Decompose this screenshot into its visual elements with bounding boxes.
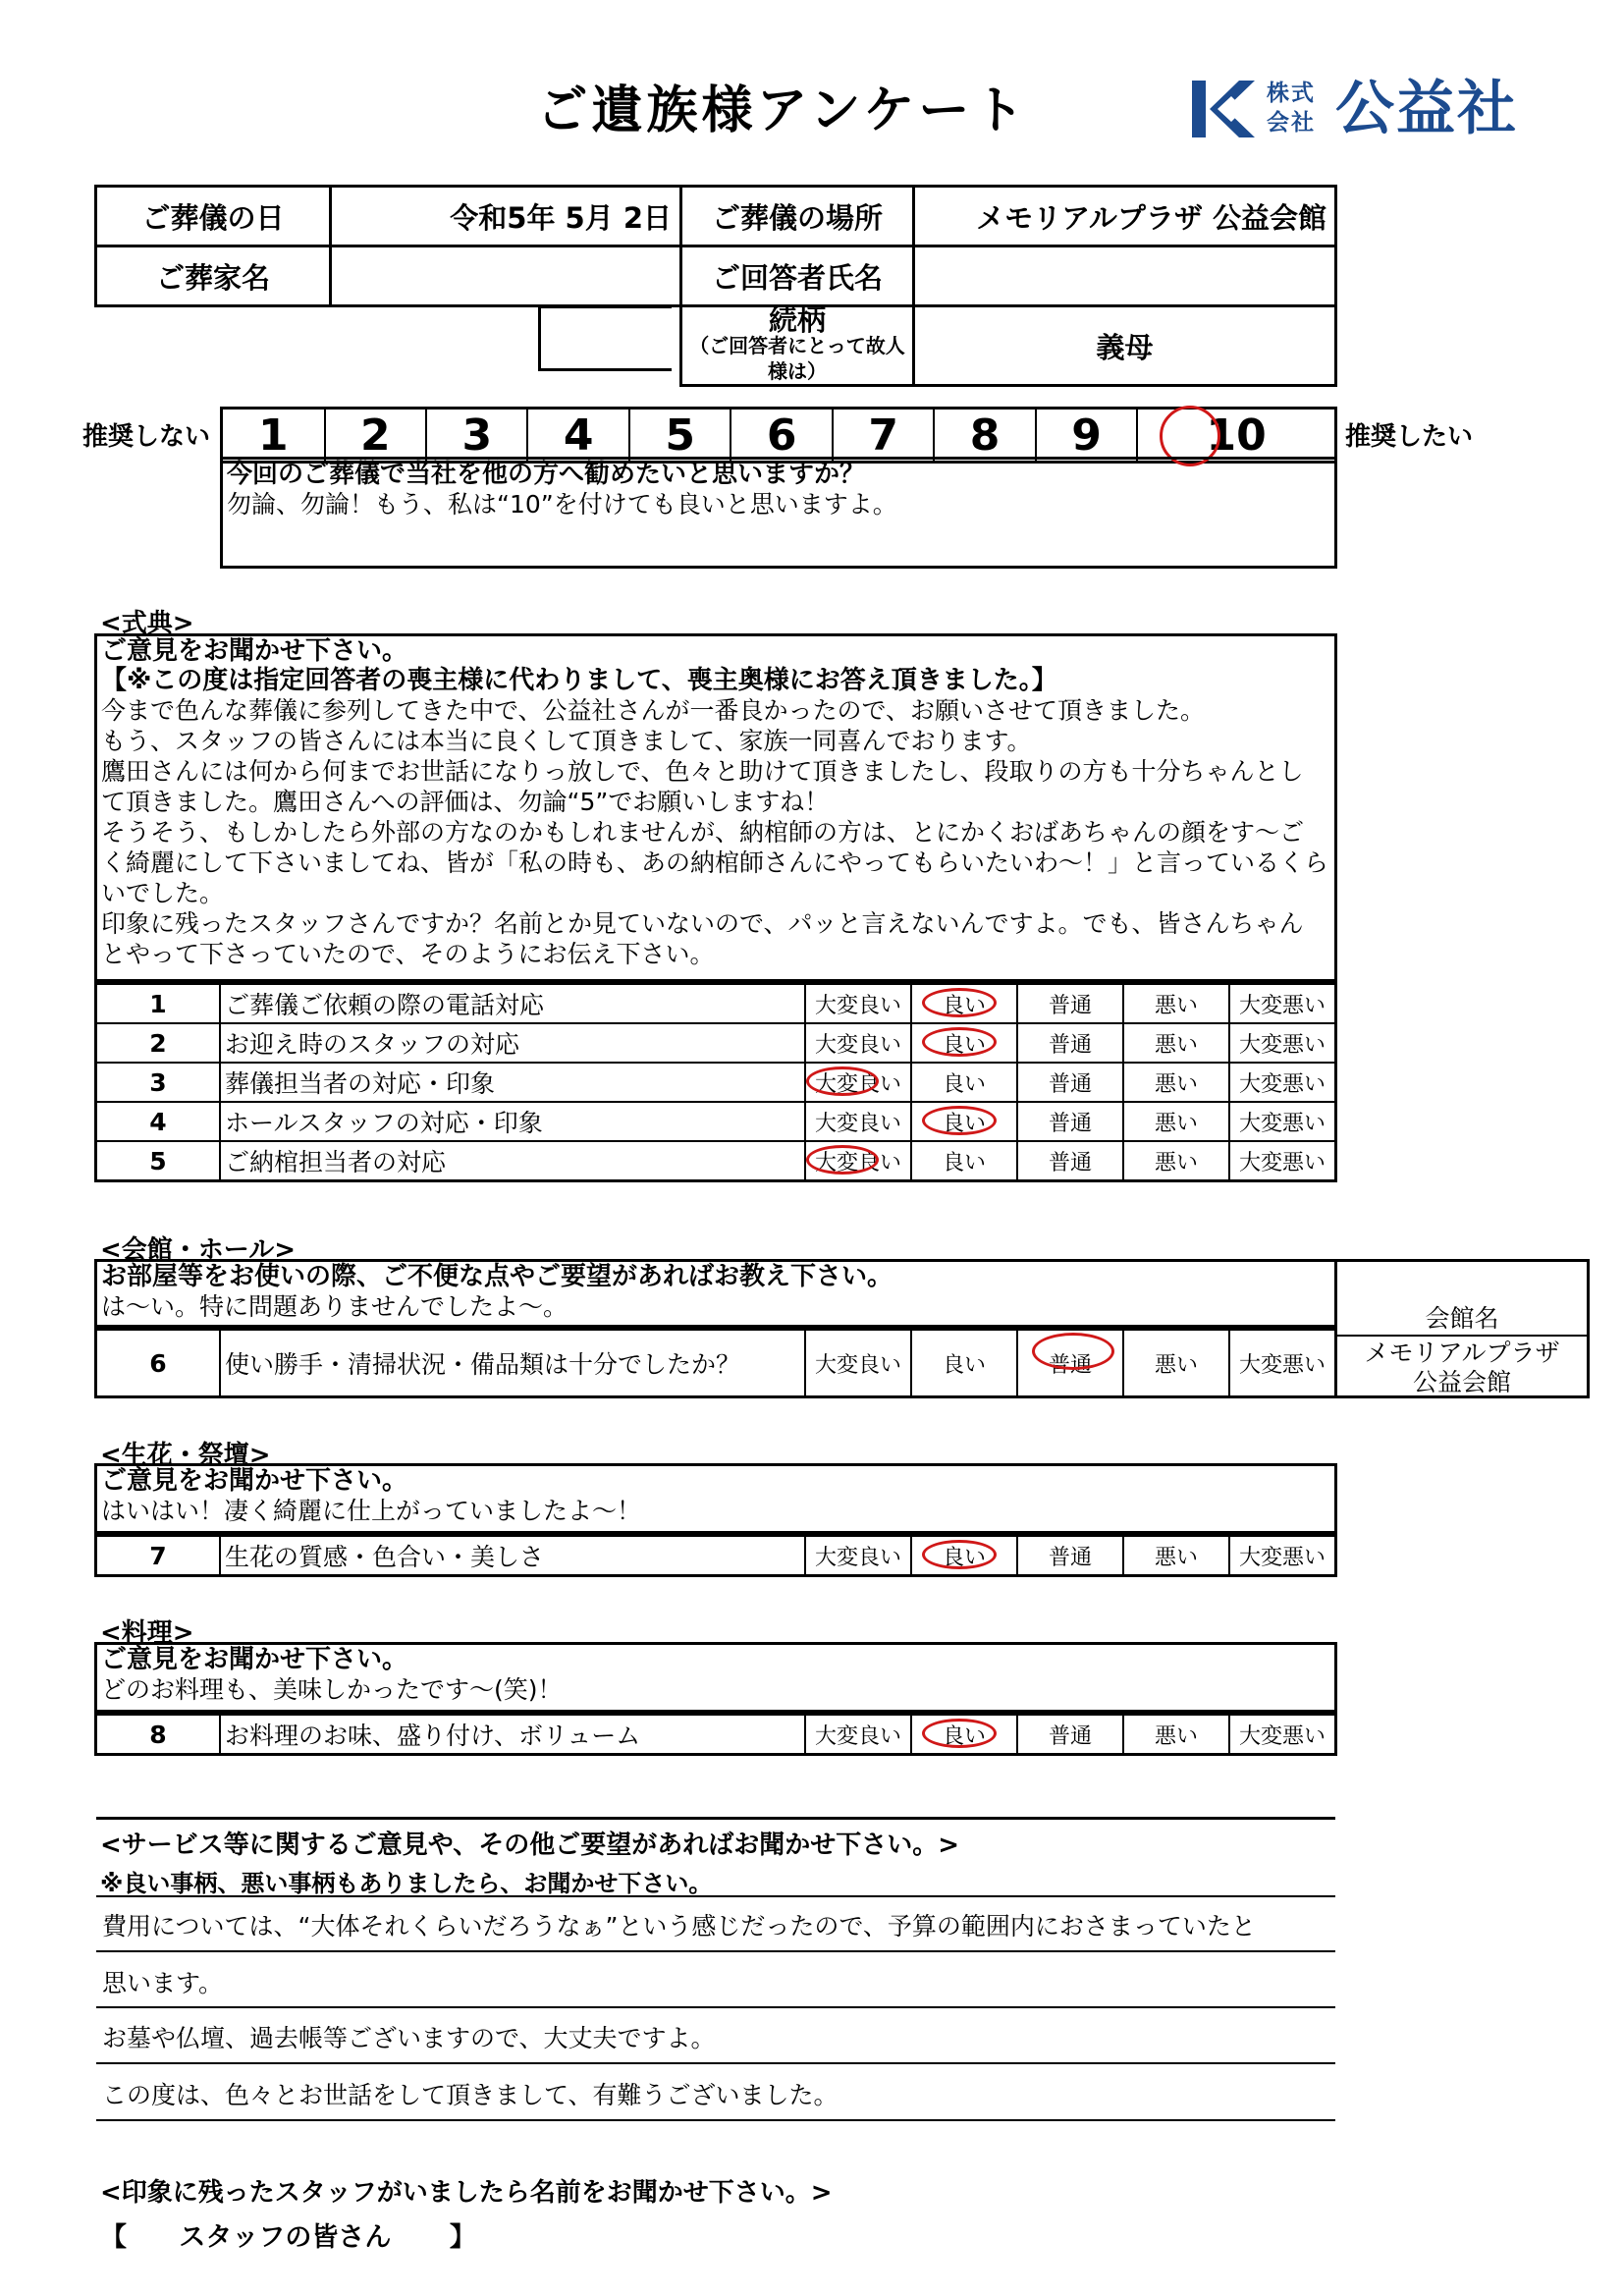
rating-question: 使い勝手・清掃状況・備品類は十分でしたか？ bbox=[220, 1330, 805, 1397]
rating-option[interactable]: 大変良い bbox=[805, 1023, 911, 1063]
rating-number: 2 bbox=[96, 1023, 221, 1063]
rating-option[interactable]: 普通 bbox=[1017, 1536, 1123, 1576]
staff-heading: <印象に残ったスタッフがいましたら名前をお聞かせ下さい。> bbox=[100, 2178, 833, 2208]
hall-comment-box bbox=[94, 1259, 1337, 1328]
flowers-question: ご意見をお聞かせ下さい。 bbox=[101, 1466, 408, 1496]
logo-small-text: 株式 会社 bbox=[1267, 81, 1316, 136]
hall-name-value: メモリアルプラザ 公益会館 bbox=[1337, 1335, 1587, 1397]
nps-option[interactable]: 2 bbox=[325, 409, 426, 463]
flowers-heading: <生花・祭壇> bbox=[100, 1441, 271, 1470]
rating-option[interactable]: 大変良い bbox=[805, 1102, 911, 1141]
rating-option[interactable]: 普通 bbox=[1017, 1330, 1123, 1397]
ceremony-comment-line: く綺麗にして下さいましてね、皆が「私の時も、あの納棺師さんにやってもらいたいわ～！」と言っているくら bbox=[101, 848, 1329, 877]
family-name-label: ご葬家名 bbox=[96, 246, 331, 306]
nps-option[interactable]: 6 bbox=[731, 409, 832, 463]
rating-option[interactable]: 大変良い bbox=[805, 1063, 911, 1102]
rating-option[interactable]: 悪い bbox=[1123, 1330, 1229, 1397]
staff-answer bbox=[100, 2215, 476, 2254]
service-line: 思います。 bbox=[102, 1969, 224, 1997]
rating-option[interactable]: 普通 bbox=[1017, 1063, 1123, 1102]
ceremony-comment-box bbox=[94, 633, 1337, 982]
selected-circle-icon bbox=[922, 1719, 997, 1748]
ceremony-comment-line: 鷹田さんには何から何までお世話になりっ放しで、色々と助けて頂きましたし、段取りの方も十分ちゃんとし bbox=[101, 757, 1304, 786]
rating-option[interactable]: 悪い bbox=[1123, 984, 1229, 1024]
ceremony-comment-line: いでした。 bbox=[101, 879, 225, 907]
rating-option[interactable]: 普通 bbox=[1017, 1715, 1123, 1755]
service-rule bbox=[96, 2119, 1335, 2121]
nps-comment-box bbox=[220, 457, 1337, 569]
rating-question: 葬儀担当者の対応・印象 bbox=[220, 1063, 805, 1102]
rating-option[interactable]: 悪い bbox=[1123, 1023, 1229, 1063]
service-rule bbox=[96, 2006, 1335, 2008]
company-logo bbox=[1188, 77, 1542, 145]
relation-label: 続柄 bbox=[768, 303, 826, 337]
rating-option[interactable]: 悪い bbox=[1123, 1715, 1229, 1755]
ceremony-heading: <式典> bbox=[100, 609, 194, 638]
rating-option[interactable]: 大変良い bbox=[805, 1141, 911, 1181]
rating-number: 7 bbox=[96, 1536, 221, 1576]
rating-option[interactable]: 普通 bbox=[1017, 1102, 1123, 1141]
ceremony-comment-line: 印象に残ったスタッフさんですか？名前とか見ていないので、パッと言えないんですよ。でも、皆さんちゃん bbox=[101, 909, 1304, 938]
rating-option[interactable]: 大変悪い bbox=[1229, 984, 1336, 1024]
service-heading: <サービス等に関するご意見や、その他ご要望があればお聞かせ下さい。> bbox=[100, 1831, 960, 1860]
flowers-comment-box bbox=[94, 1463, 1337, 1534]
food-question: ご意見をお聞かせ下さい。 bbox=[101, 1645, 408, 1674]
selected-circle-icon bbox=[806, 1145, 879, 1175]
rating-option[interactable]: 大変悪い bbox=[1229, 1063, 1336, 1102]
rating-row bbox=[96, 1023, 1336, 1063]
nps-left-label: 推奨しない bbox=[82, 422, 211, 452]
flowers-rating-table bbox=[94, 1534, 1337, 1577]
nps-option[interactable]: 8 bbox=[934, 409, 1035, 463]
hall-rating-table bbox=[94, 1328, 1337, 1398]
nps-option[interactable]: 4 bbox=[527, 409, 628, 463]
nps-answer: 勿論、勿論！もう、私は“10”を付けても良いと思いますよ。 bbox=[227, 490, 897, 519]
nps-option[interactable]: 5 bbox=[629, 409, 731, 463]
rating-option[interactable]: 大変良い bbox=[805, 1715, 911, 1755]
relation-label-extension bbox=[538, 305, 672, 371]
hall-question: お部屋等をお使いの際、ご不便な点やご要望があればお教え下さい。 bbox=[101, 1262, 893, 1291]
staff-bracket-close: 】 bbox=[449, 2222, 476, 2253]
selected-circle-icon bbox=[922, 1106, 997, 1135]
rating-option[interactable]: 普通 bbox=[1017, 1023, 1123, 1063]
rating-question: ご葬儀ご依頼の際の電話対応 bbox=[220, 984, 805, 1024]
ceremony-note: 【※この度は指定回答者の喪主様に代わりまして、喪主奥様にお答え頂きました。】 bbox=[101, 666, 1057, 695]
rating-option[interactable]: 良い bbox=[911, 1023, 1017, 1063]
rating-option[interactable]: 大変悪い bbox=[1229, 1330, 1336, 1397]
rating-option[interactable]: 大変悪い bbox=[1229, 1102, 1336, 1141]
rating-option[interactable]: 大変悪い bbox=[1229, 1536, 1336, 1576]
ceremony-comment-line: て頂きました。鷹田さんへの評価は、勿論“5”でお願いしますね！ bbox=[101, 788, 830, 816]
logo-mark-icon bbox=[1188, 77, 1257, 141]
service-line: 費用については、“大体それくらいだろうなぁ”という感じだったので、予算の範囲内におさまっていたと bbox=[102, 1912, 1256, 1941]
rating-number: 8 bbox=[96, 1715, 221, 1755]
service-rule bbox=[96, 2062, 1335, 2064]
selected-circle-icon bbox=[922, 1027, 997, 1057]
food-answer: どのお料理も、美味しかったです～(笑)！ bbox=[101, 1675, 563, 1704]
rating-number: 1 bbox=[96, 984, 221, 1024]
rating-row bbox=[96, 1536, 1336, 1576]
rating-number: 3 bbox=[96, 1063, 221, 1102]
rating-option[interactable]: 大変良い bbox=[805, 1536, 911, 1576]
rating-question: お料理のお味、盛り付け、ボリューム bbox=[220, 1715, 805, 1755]
rating-option[interactable]: 良い bbox=[911, 1141, 1017, 1181]
ceremony-rating-table bbox=[94, 982, 1337, 1182]
staff-bracket-open: 【 bbox=[100, 2222, 127, 2253]
rating-option[interactable]: 悪い bbox=[1123, 1536, 1229, 1576]
rating-option[interactable]: 良い bbox=[911, 984, 1017, 1024]
rating-option[interactable]: 良い bbox=[911, 1102, 1017, 1141]
food-heading: <料理> bbox=[100, 1618, 194, 1648]
rating-option[interactable]: 良い bbox=[911, 1536, 1017, 1576]
funeral-date-value: 令和5年 5月 2日 bbox=[331, 187, 681, 246]
rating-number: 6 bbox=[96, 1330, 221, 1397]
rating-number: 5 bbox=[96, 1141, 221, 1181]
service-top-rule bbox=[96, 1817, 1335, 1820]
rating-option[interactable]: 大変悪い bbox=[1229, 1023, 1336, 1063]
rating-row bbox=[96, 984, 1336, 1024]
selected-circle-icon bbox=[806, 1066, 879, 1096]
nps-option[interactable]: 1 bbox=[222, 409, 325, 463]
hall-name-label: 会館名 bbox=[1425, 1304, 1499, 1333]
ceremony-comment-line: とやって下さっていたので、そのようにお伝え下さい。 bbox=[101, 940, 715, 968]
service-rule bbox=[96, 1950, 1335, 1952]
service-subheading: ※良い事柄、悪い事柄もありましたら、お聞かせ下さい。 bbox=[100, 1870, 713, 1897]
rating-row bbox=[96, 1330, 1336, 1397]
hall-name-box bbox=[1334, 1259, 1590, 1398]
nps-right-label: 推奨したい bbox=[1345, 422, 1474, 452]
rating-question: ご納棺担当者の対応 bbox=[220, 1141, 805, 1181]
nps-option[interactable]: 9 bbox=[1036, 409, 1137, 463]
rating-question: お迎え時のスタッフの対応 bbox=[220, 1023, 805, 1063]
relation-value: 義母 bbox=[914, 306, 1336, 386]
rating-option[interactable]: 悪い bbox=[1123, 1102, 1229, 1141]
nps-scale bbox=[220, 407, 1337, 464]
rating-option[interactable]: 大変良い bbox=[805, 1330, 911, 1397]
service-line: この度は、色々とお世話をして頂きまして、有難うございました。 bbox=[102, 2081, 839, 2109]
selected-circle-icon bbox=[922, 988, 997, 1017]
service-line: お墓や仏壇、過去帳等ございますので、大丈夫ですよ。 bbox=[102, 2024, 716, 2052]
rating-option[interactable]: 良い bbox=[911, 1330, 1017, 1397]
info-table bbox=[94, 185, 1337, 387]
selected-circle-icon bbox=[1032, 1333, 1114, 1370]
staff-value: スタッフの皆さん bbox=[179, 2222, 392, 2253]
ceremony-question: ご意見をお聞かせ下さい。 bbox=[101, 636, 408, 666]
nps-option[interactable]: 3 bbox=[426, 409, 527, 463]
service-rule bbox=[96, 1895, 1335, 1897]
rating-row bbox=[96, 1102, 1336, 1141]
page-title: ご遺族様アンケート bbox=[536, 82, 1029, 140]
funeral-place-value: メモリアルプラザ 公益会館 bbox=[914, 187, 1336, 246]
rating-option[interactable]: 悪い bbox=[1123, 1141, 1229, 1181]
ceremony-comment-line: 今まで色んな葬儀に参列してきた中で、公益社さんが一番良かったので、お願いさせて頂きました。 bbox=[101, 696, 1206, 725]
logo-company-name: 公益社 bbox=[1335, 75, 1518, 143]
flowers-answer: はいはい！凄く綺麗に仕上がっていましたよ～！ bbox=[101, 1497, 642, 1525]
rating-number: 4 bbox=[96, 1102, 221, 1141]
rating-option[interactable]: 普通 bbox=[1017, 1141, 1123, 1181]
nps-option[interactable]: 7 bbox=[833, 409, 934, 463]
rating-option[interactable]: 悪い bbox=[1123, 1063, 1229, 1102]
rating-row bbox=[96, 1715, 1336, 1755]
food-rating-table bbox=[94, 1713, 1337, 1756]
rating-option[interactable]: 大変悪い bbox=[1229, 1715, 1336, 1755]
rating-row bbox=[96, 1141, 1336, 1181]
ceremony-comment-line: そうそう、もしかしたら外部の方なのかもしれませんが、納棺師の方は、とにかくおばあちゃんの顔をす～ご bbox=[101, 818, 1305, 847]
rating-row bbox=[96, 1063, 1336, 1102]
rating-option[interactable]: 良い bbox=[911, 1715, 1017, 1755]
rating-option[interactable]: 普通 bbox=[1017, 984, 1123, 1024]
rating-option[interactable]: 大変悪い bbox=[1229, 1141, 1336, 1181]
respondent-label: ご回答者氏名 bbox=[681, 246, 914, 306]
funeral-date-label: ご葬儀の日 bbox=[96, 187, 331, 246]
selected-circle-icon bbox=[922, 1540, 997, 1569]
respondent-value[interactable] bbox=[914, 246, 1336, 306]
nps-question: 今回のご葬儀で当社を他の方へ勧めたいと思いますか？ bbox=[227, 460, 866, 489]
ceremony-comment-line: もう、スタッフの皆さんには本当に良くして頂きまして、家族一同喜んでおります。 bbox=[101, 727, 1032, 755]
nps-option[interactable]: 10 bbox=[1137, 409, 1335, 463]
rating-option[interactable]: 良い bbox=[911, 1063, 1017, 1102]
hall-heading: <会館・ホール> bbox=[100, 1235, 297, 1265]
funeral-place-label: ご葬儀の場所 bbox=[681, 187, 914, 246]
food-comment-box bbox=[94, 1642, 1337, 1713]
rating-option[interactable]: 大変良い bbox=[805, 984, 911, 1024]
rating-question: ホールスタッフの対応・印象 bbox=[220, 1102, 805, 1141]
hall-answer: は～い。特に問題ありませんでしたよ～。 bbox=[101, 1292, 568, 1321]
family-name-value[interactable] bbox=[331, 246, 681, 306]
relation-label-cell bbox=[681, 303, 914, 386]
rating-question: 生花の質感・色合い・美しさ bbox=[220, 1536, 805, 1576]
relation-sub-label: （ご回答者にとって故人様は） bbox=[689, 334, 905, 383]
